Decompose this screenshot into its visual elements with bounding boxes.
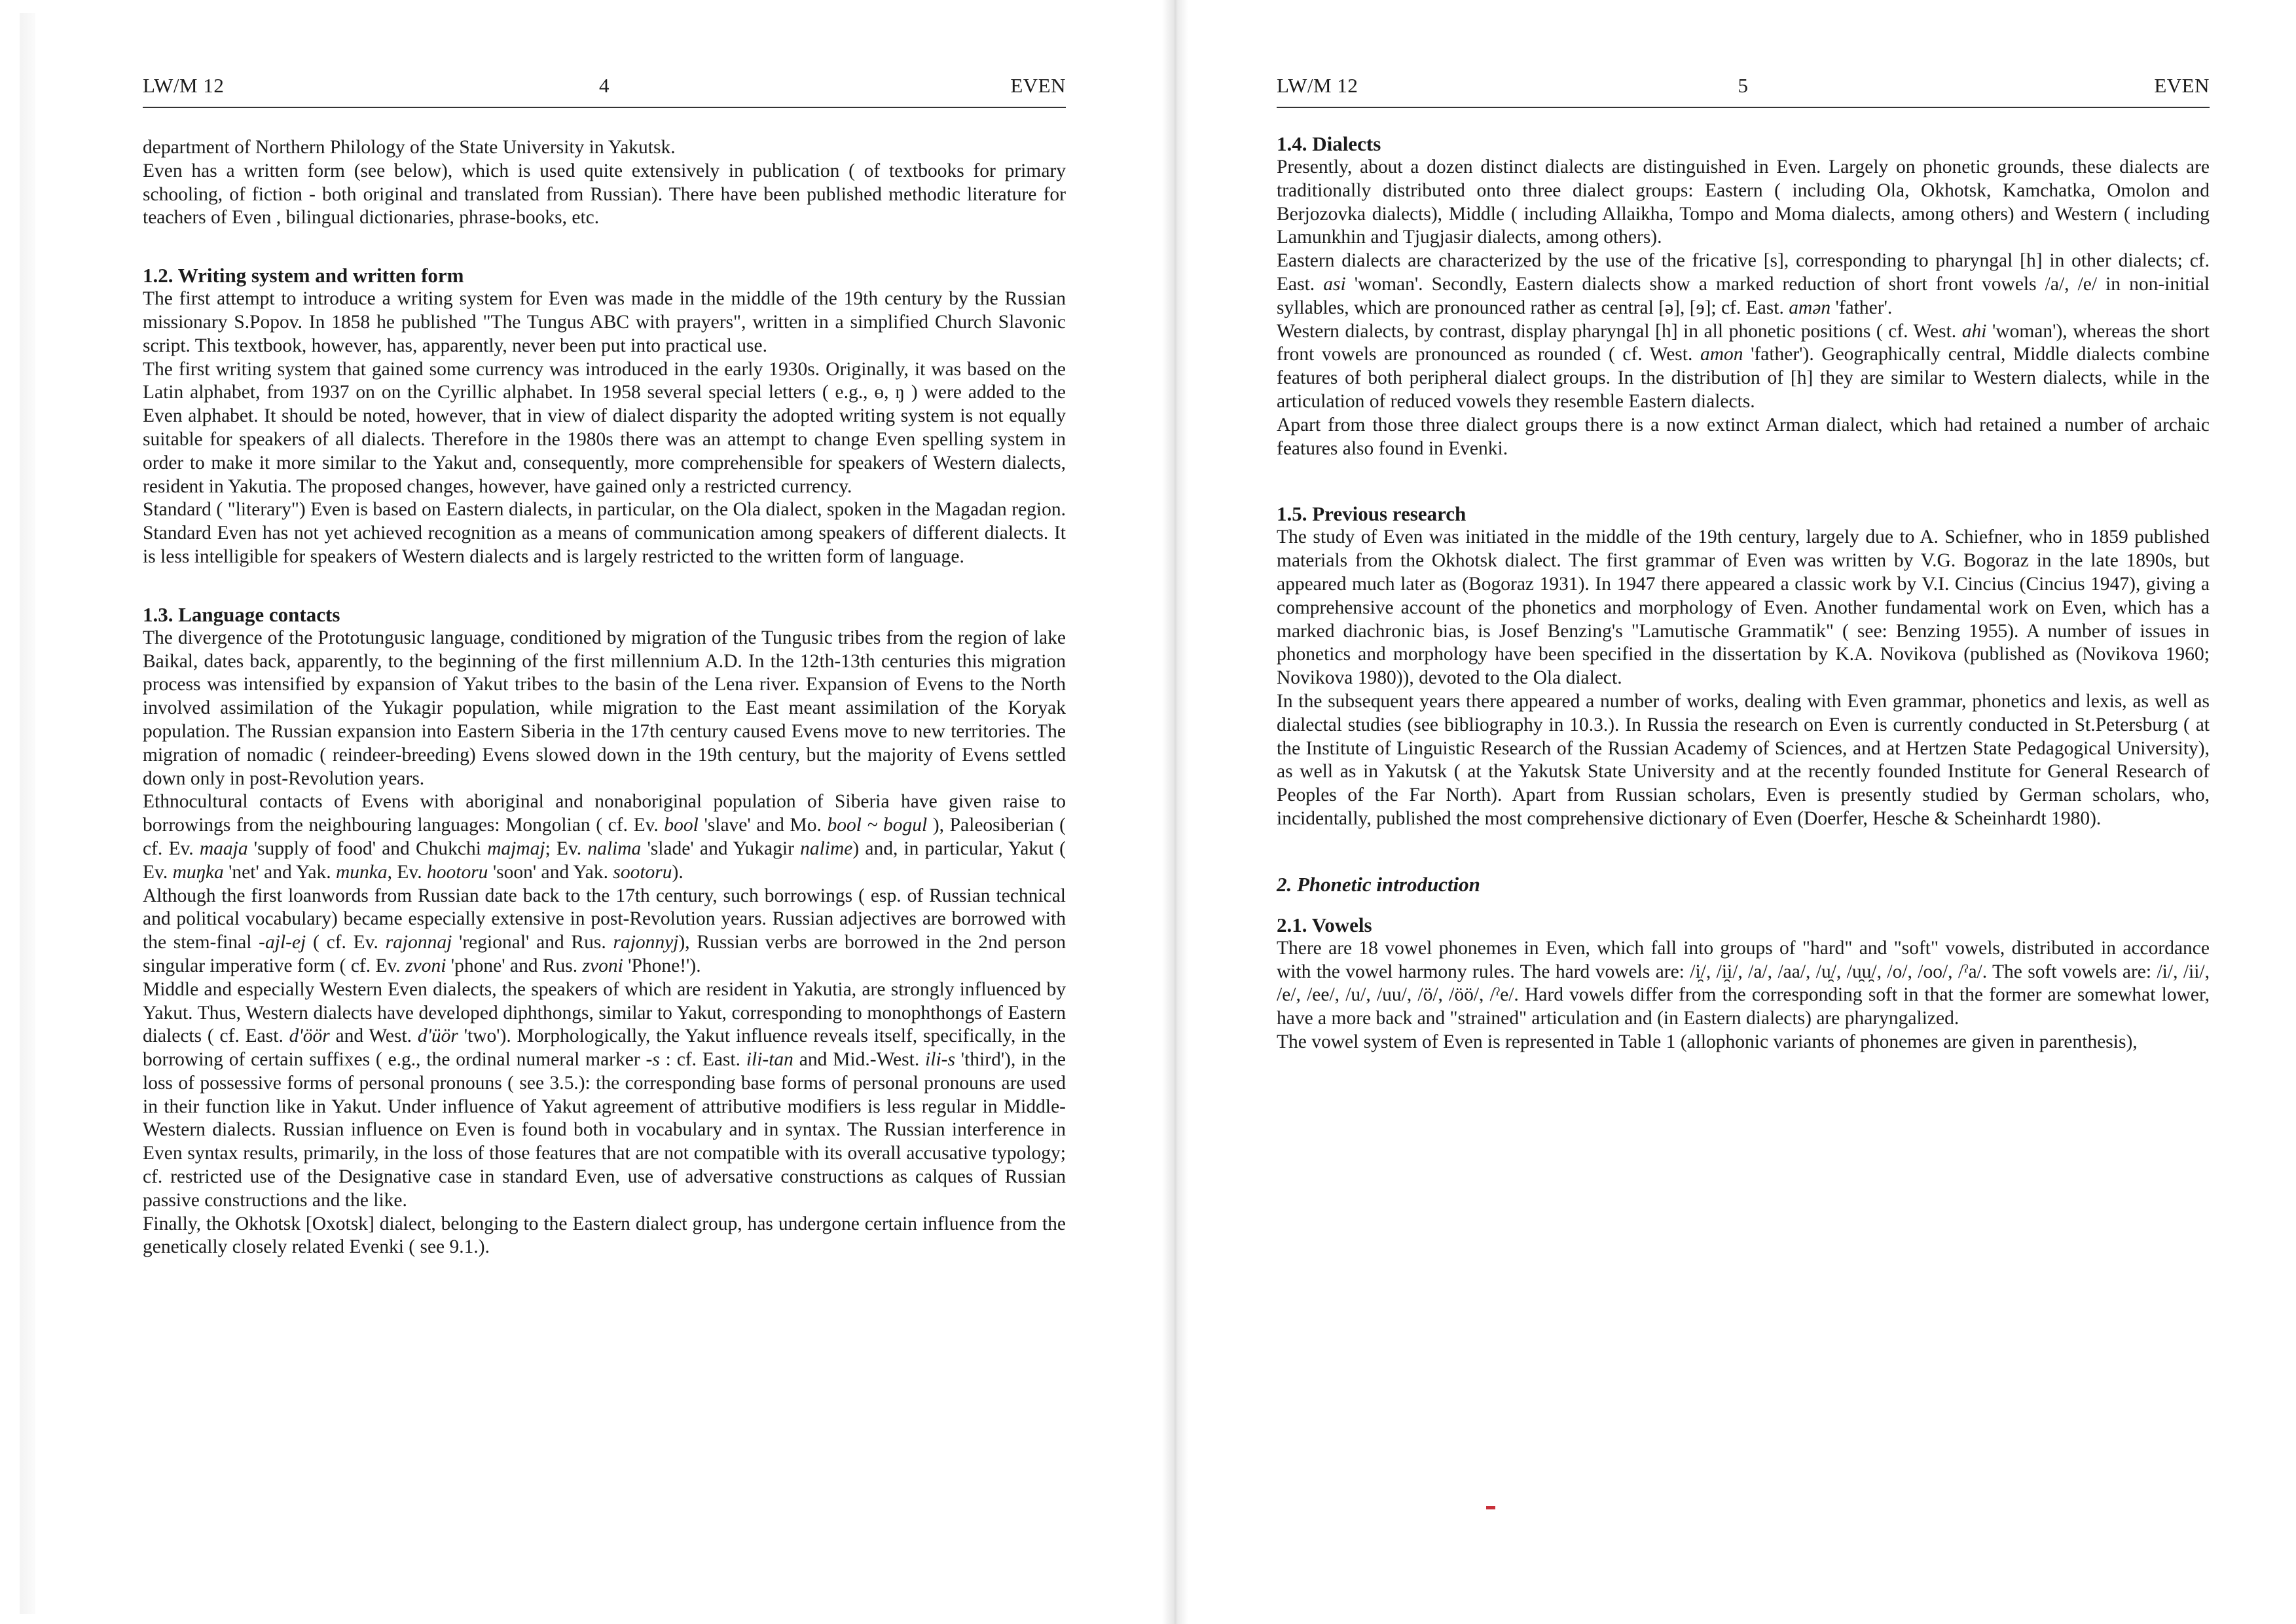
- section-heading-1-4: 1.4. Dialects: [1277, 132, 1381, 155]
- text-run: Western dialects, by contrast, display pharyngal [h] in all phonetic positions ( cf. West.: [1277, 320, 1962, 342]
- text-run: 'father'.: [1831, 297, 1893, 318]
- example-word: maaja: [199, 838, 248, 859]
- text-run: 'net' and Yak.: [223, 861, 336, 883]
- text-run: 'slave' and Mo.: [698, 815, 828, 836]
- paragraph: [1277, 320, 2210, 414]
- language-label: EVEN: [1010, 74, 1066, 97]
- text-run: , Ev.: [387, 861, 427, 883]
- text-run: 'woman'), whereas the short front vowels are pronounced as rounded ( cf. West.: [1277, 320, 2210, 365]
- paragraph: Even has a written form (see below), which is used quite extensively in publication ( of textbooks for primary schooling, of fiction - both original and translated from Russian). There have been published methodic literature for teachers of Even , bilingual dictionaries, phrase-books, etc.: [143, 160, 1066, 229]
- paragraph: Apart from those three dialect groups there is a now extinct Arman dialect, which had retained a number of archaic features also found in Evenki.: [1277, 414, 2210, 459]
- text-run: ), Paleosiberian ( cf. Ev.: [143, 815, 1066, 859]
- header-rule: [143, 107, 1066, 108]
- example-word: rajonnaj: [385, 932, 452, 953]
- text-run: Middle and especially Western Even dialects, the speakers of which are resident in Yakutia, are strongly influenced by Yakut. Thus, Western dialects have developed diphthongs, similar to Yakut, corresponding to monophthongs of Eastern dialects ( cf. East.: [143, 978, 1066, 1047]
- example-word: ili-s: [925, 1049, 955, 1071]
- text-run: 'woman'. Secondly, Eastern dialects show a marked reduction of short front vowels /a/, /e/ in non-initial syllables, which are pronounced rather as central [ə], [ɘ]; cf. East.: [1277, 273, 2210, 318]
- paragraph: The first attempt to introduce a writing system for Even was made in the middle of the 19th century by the Russian missionary S.Popov. In 1858 he published "The Tungus ABC with prayers", written in a simplified Church Slavonic script. This textbook, however, has, apparently, never been put into practical use.: [143, 288, 1066, 356]
- text-run: ( cf. Ev.: [306, 932, 386, 953]
- paragraph: [143, 978, 1066, 1213]
- example-word: bool: [664, 815, 699, 836]
- page-number: 4: [599, 74, 610, 97]
- text-run: 'supply of food' and Chukchi: [247, 838, 488, 859]
- text-run: ) and, in particular, Yakut ( Ev.: [143, 838, 1066, 883]
- text-run: and West.: [329, 1025, 418, 1047]
- example-word: amon: [1700, 344, 1743, 365]
- paragraph: The vowel system of Even is represented in Table 1 (allophonic variants of phonemes are given in parenthesis),: [1277, 1031, 2138, 1052]
- example-word: zvoni: [582, 955, 623, 976]
- example-word: -s: [646, 1049, 660, 1071]
- running-header-left: [143, 69, 1066, 108]
- text-run: ).: [672, 861, 683, 883]
- example-word: ahi: [1961, 320, 1987, 342]
- example-word: zvoni: [405, 955, 446, 976]
- example-word: muŋka: [172, 861, 224, 883]
- scan-mark: [1486, 1506, 1495, 1509]
- example-word: rajonnyj: [613, 932, 679, 953]
- text-run: 'father'). Geographically central, Middle dialects combine features of both peripheral dialect groups. In the distribution of [h] they are similar to Western dialects, while in the articulation of reduced vowels they resemble Eastern dialects.: [1277, 344, 2210, 412]
- running-header-right: [1277, 69, 2210, 108]
- text-run: : cf. East.: [659, 1049, 746, 1071]
- text-run: 'two'). Morphologically, the Yakut influence reveals itself, specifically, in the borrowing of certain suffixes ( e.g., the ordinal numeral marker: [143, 1025, 1066, 1071]
- example-word: -ajl-ej: [259, 932, 306, 953]
- paragraph: [143, 790, 1066, 884]
- example-word: bool ~ bogul: [827, 815, 928, 836]
- example-word: ili-tan: [746, 1049, 793, 1071]
- section-heading-2-1: 2.1. Vowels: [1277, 913, 1372, 936]
- language-label: EVEN: [2154, 74, 2210, 97]
- example-word: nalime: [800, 838, 853, 859]
- paragraph: The first writing system that gained some currency was introduced in the early 1930s. Originally, it was based on the Latin alphabet, from 1937 on on the Cyrillic alphabet. In 1958 several special letters ( e.g., ө, ŋ ) were added to the Even alphabet. It should be noted, however, that in view of dialect disparity the adopted writing system is not equally suitable for speakers of all dialects. Therefore in the 1980s there was an attempt to change Even spelling system in order to make it more similar to the Yakut and, consequently, more comprehensible for speakers of Western dialects, resident in Yakutia. The proposed changes, however, have gained only a restricted currency.: [143, 358, 1066, 497]
- section-heading-1-2: 1.2. Writing system and written form: [143, 264, 464, 287]
- right-page-body: [1277, 132, 2210, 1054]
- example-word: nalima: [587, 838, 642, 859]
- paragraph: There are 18 vowel phonemes in Even, which fall into groups of "hard" and "soft" vowels, distributed in accordance with the vowel harmony rules. The hard vowels are: /i̯/, /i̯i/, /a/, /aa/, /u̯/, /u̯u̯/, /o/, /oo/, /ˀa/. The soft vowels are: /i/, /ii/, /e/, /ee/, /u/, /uu/, /ö/, /öö/, /ˀe/. Hard vowels differ from the corresponding soft in that the former are somewhat lower, have a more back and "strained" articulation and (in Eastern dialects) are pharyngalized.: [1277, 937, 2210, 1029]
- example-word: d'üör: [417, 1025, 458, 1047]
- paragraph: The divergence of the Prototungusic language, conditioned by migration of the Tungusic tribes from the region of lake Baikal, dates back, apparently, to the beginning of the first millennium A.D. In the 12th-13th centuries this migration process was intensified by expansion of Yakut tribes to the basin of the Lena river. Expansion of Evens to the North involved assimilation of the Yukagir population, while migration to the East meant assimilation of the Koryak population. The Russian expansion into Eastern Siberia in the 17th century caused Evens move to new territories. The migration of nomadic ( reindeer-breeding) Evens slowed down in the 19th century, but the majority of Evens settled down only in post-Revolution years.: [143, 627, 1066, 789]
- chapter-heading-2: 2. Phonetic introduction: [1277, 872, 1480, 896]
- example-word: amən: [1789, 297, 1831, 318]
- paragraph: In the subsequent years there appeared a number of works, dealing with Even grammar, phonetics and lexis, as well as dialectal studies (see bibliography in 10.3.). In Russia the research on Even is currently conducted in St.Petersburg ( at the Institute of Linguistic Research of the Russian Academy of Sciences, and at Hertzen State Pedagogical University), as well as in Yakutsk ( at the Yakutsk State University and at the recently founded Institute for General Research of Peoples of the Far North). Apart from Russian scholars, Even is presently studied by German scholars, who, incidentally, published the most comprehensive dictionary of Even (Doerfer, Hesche & Scheinhardt 1980).: [1277, 690, 2210, 829]
- text-run: ), Russian verbs are borrowed in the 2nd person singular imperative form ( cf. Ev.: [143, 932, 1066, 976]
- paragraph: [143, 885, 1066, 978]
- paragraph: Finally, the Okhotsk [Oxotsk] dialect, belonging to the Eastern dialect group, has undergone certain influence from the genetically closely related Evenki ( see 9.1.).: [143, 1213, 1066, 1258]
- right-page: [1172, 0, 2296, 1624]
- paragraph: Presently, about a dozen distinct dialects are distinguished in Even. Largely on phonetic grounds, these dialects are traditionally distributed onto three dialect groups: Eastern ( including Ola, Okhotsk, Kamchatka, Omolon and Berjozovka dialects), Middle ( including Allaikha, Tompo and Moma dialects, among others) and Western ( including Lamunkhin and Tjugjasir dialects, among others).: [1277, 157, 2210, 248]
- paragraph: Standard ( "literary") Even is based on Eastern dialects, in particular, on the Ola dialect, spoken in the Magadan region. Standard Even has not yet achieved recognition as a means of communication among speakers of different dialects. It is less intelligible for speakers of Western dialects and is largely restricted to the written form of language.: [143, 499, 1066, 567]
- header-rule: [1277, 107, 2210, 108]
- text-run: 'slade' and Yukagir: [641, 838, 801, 859]
- text-run: and Mid.-West.: [793, 1049, 926, 1071]
- text-run: Eastern dialects are characterized by the use of the fricative [s], corresponding to pharyngal [h] in other dialects; cf. East.: [1277, 250, 2210, 295]
- example-word: hootoru: [427, 861, 488, 883]
- paragraph: department of Northern Philology of the State University in Yakutsk.: [143, 137, 676, 158]
- text-run: Ethnocultural contacts of Evens with aboriginal and nonaboriginal population of Siberia have given raise to borrowings from the neighbouring languages: Mongolian ( cf. Ev.: [143, 791, 1066, 836]
- section-heading-1-3: 1.3. Language contacts: [143, 602, 340, 626]
- text-run: 'phone' and Rus.: [446, 955, 583, 976]
- left-page-body: [143, 136, 1066, 1259]
- example-word: d'öör: [289, 1025, 330, 1047]
- text-run: Although the first loanwords from Russian date back to the 17th century, such borrowings ( esp. of Russian technical and political vocabulary) became especially extensive in post-Revolution years. Russian adjectives are borrowed with the stem-final: [143, 885, 1066, 953]
- text-run: 'Phone!').: [623, 955, 701, 976]
- page-number: 5: [1738, 74, 1749, 97]
- paragraph: The study of Even was initiated in the middle of the 19th century, largely due to A. Schiefner, who in 1859 published materials from the Okhotsk dialect. The first grammar of Even was written by V.G. Bogoraz in the late 1890s, but appeared much later as (Bogoraz 1931). In 1947 there appeared a classic work by V.I. Cincius (Cincius 1947), giving a comprehensive account of the phonetics and morphology of Even. Another fundamental work on Even, which has a marked diachronic bias, is Josef Benzing's "Lamutische Grammatik" ( see: Benzing 1955). A number of issues in phonetics and morphology have been specified in the dissertation by K.A. Novikova (published as (Novikova 1960; Novikova 1980)), devoted to the Ola dialect.: [1277, 526, 2210, 689]
- paragraph: [1277, 249, 2210, 320]
- example-word: munka: [335, 861, 388, 883]
- example-word: majmaj: [487, 838, 545, 859]
- example-word: asi: [1323, 273, 1346, 295]
- text-run: ; Ev.: [545, 838, 588, 859]
- text-run: 'regional' and Rus.: [452, 932, 613, 953]
- section-heading-1-5: 1.5. Previous research: [1277, 502, 1467, 526]
- text-run: 'soon' and Yak.: [488, 861, 613, 883]
- example-word: sootoru: [613, 861, 672, 883]
- journal-label: LW/M 12: [1277, 74, 1358, 97]
- journal-label: LW/M 12: [143, 74, 225, 97]
- text-run: 'third'), in the loss of possessive forms of personal pronouns ( see 3.5.): the corresponding base forms of personal pronouns are used in their function like in Yakut. Under influence of Yakut agreement of attributive modifiers is less regular in Middle-Western dialects. Russian influence on Even is found both in vocabulary and in syntax. The Russian interference in Even syntax results, primarily, in the loss of those features that are not compatible with its overall accusative typology; cf. restricted use of the Designative case in standard Even, use of adversative constructions as calques of Russian passive constructions and the like.: [143, 1049, 1066, 1211]
